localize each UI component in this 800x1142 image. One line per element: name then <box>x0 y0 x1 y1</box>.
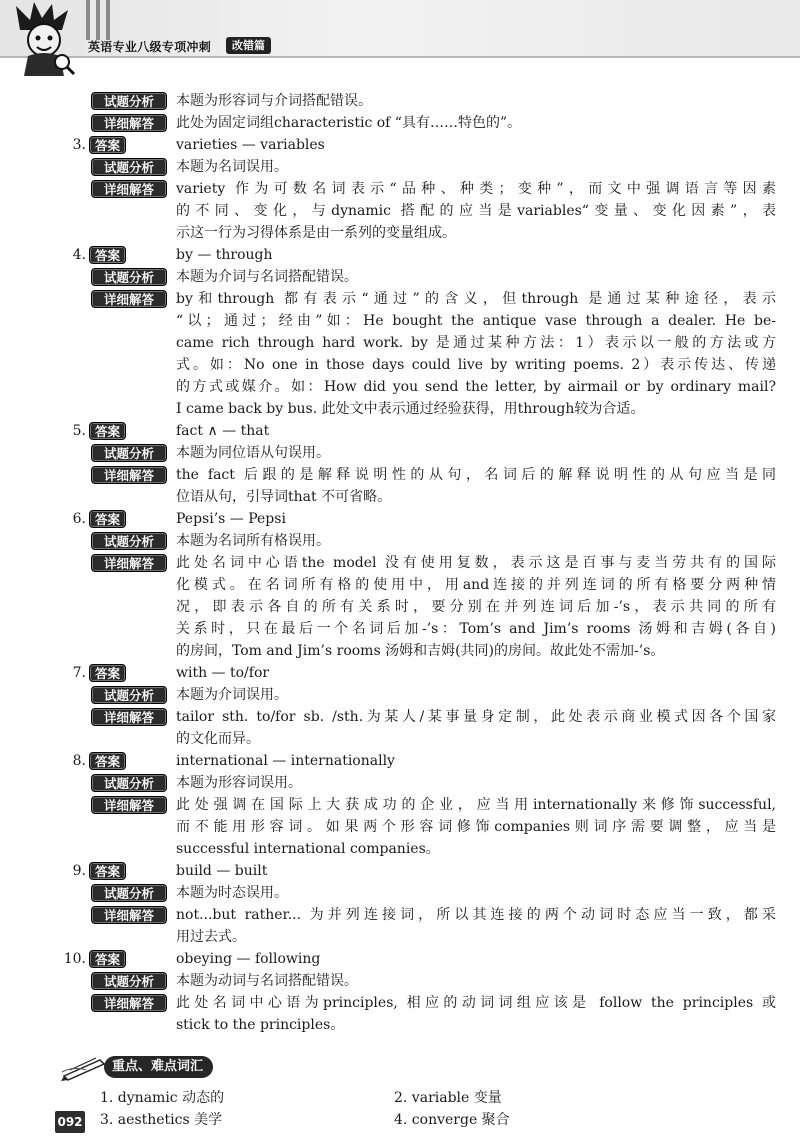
detail-row <box>0 552 800 574</box>
detail-text: 此处为固定词组characteristic of “具有……特色的”。 <box>176 115 522 131</box>
analysis-text: 本题为形容词与介词搭配错误。 <box>176 93 372 109</box>
analysis-badge: 试题分析 <box>91 884 167 902</box>
detail-line: successful international companies。 <box>176 841 440 857</box>
vocab-entry: 4. converge 聚合 <box>394 1112 510 1128</box>
answer-badge: 答案 <box>89 246 126 264</box>
detail-continuation <box>0 574 800 596</box>
analysis-text: 本题为名词所有格误用。 <box>176 533 330 549</box>
analysis-row <box>0 266 800 288</box>
detail-continuation <box>0 222 800 244</box>
analysis-text: 本题为介词与名词搭配错误。 <box>176 269 358 285</box>
answer-text: varieties — variables <box>176 137 325 153</box>
vocab-heading <box>60 1048 300 1084</box>
item-number: 8. <box>72 753 86 769</box>
answer-text: fact ∧ — that <box>176 423 270 439</box>
mascot-logo-icon <box>12 0 78 78</box>
analysis-row <box>0 970 800 992</box>
analysis-badge: 试题分析 <box>91 972 167 990</box>
answer-row <box>0 662 800 684</box>
answer-item <box>0 948 800 1036</box>
answer-row <box>0 750 800 772</box>
detail-line: 位语从句，引导词that 不可省略。 <box>176 489 392 505</box>
detail-line: I came back by bus. 此处文中表示通过经验获得，用through较为合适。 <box>176 401 645 417</box>
answer-item <box>0 860 800 948</box>
analysis-badge: 试题分析 <box>91 268 167 286</box>
answer-item <box>0 508 800 662</box>
detail-line: the fact 后跟的是解释说明性的从句，名词后的解释说明性的从句应当是同 <box>176 467 776 483</box>
answer-row <box>0 508 800 530</box>
detail-continuation <box>0 310 800 332</box>
answer-item <box>0 134 800 244</box>
analysis-text: 本题为形容词误用。 <box>176 775 302 791</box>
page-header <box>0 0 800 80</box>
item-number: 10. <box>63 951 86 967</box>
answer-text: obeying — following <box>176 951 321 967</box>
item-number: 3. <box>72 137 86 153</box>
analysis-badge: 试题分析 <box>91 532 167 550</box>
item-number: 4. <box>72 247 86 263</box>
detail-line: stick to the principles。 <box>176 1017 345 1033</box>
detail-line: 此处名词中心语为principles, 相应的动词词组应该是 follow the principles 或 <box>176 995 776 1011</box>
analysis-badge: 试题分析 <box>91 158 167 176</box>
book-title: 英语专业八级专项冲刺 <box>88 40 212 54</box>
detail-line: 的文化而异。 <box>176 731 260 747</box>
answer-badge: 答案 <box>89 664 126 682</box>
page-number: 092 <box>55 1111 85 1133</box>
answer-badge: 答案 <box>89 510 126 528</box>
pencil-book-icon <box>60 1052 108 1082</box>
detail-row <box>0 178 800 200</box>
analysis-row <box>0 530 800 552</box>
detail-continuation <box>0 486 800 508</box>
answer-badge: 答案 <box>89 136 126 154</box>
analysis-badge: 试题分析 <box>91 774 167 792</box>
answer-row <box>0 134 800 156</box>
header-decoration <box>86 0 122 40</box>
analysis-row <box>0 772 800 794</box>
header-rule <box>0 56 800 58</box>
item-number: 6. <box>72 511 86 527</box>
analysis-row <box>0 882 800 904</box>
answer-row <box>0 244 800 266</box>
answer-item <box>0 244 800 420</box>
answer-text: build — built <box>176 863 268 879</box>
analysis-row <box>0 442 800 464</box>
detail-continuation <box>0 728 800 750</box>
answer-badge: 答案 <box>89 422 126 440</box>
analysis-text: 本题为名词误用。 <box>176 159 288 175</box>
answer-item <box>0 750 800 860</box>
item-number: 9. <box>72 863 86 879</box>
detail-badge: 详细解答 <box>91 180 167 198</box>
analysis-text: 本题为同位语从句误用。 <box>176 445 330 461</box>
detail-continuation <box>0 838 800 860</box>
detail-continuation <box>0 354 800 376</box>
detail-continuation <box>0 618 800 640</box>
answer-row <box>0 948 800 970</box>
detail-continuation <box>0 1014 800 1036</box>
detail-row <box>0 904 800 926</box>
vocab-heading-badge: 重点、难点词汇 <box>104 1056 213 1078</box>
answer-item <box>0 420 800 508</box>
detail-line: 的不同、变化，与dynamic 搭配的应当是variables“变量、变化因素”，表 <box>176 203 776 219</box>
detail-row <box>0 464 800 486</box>
detail-line: by和through 都有表示“通过”的含义，但through 是通过某种途径，表示 <box>176 291 776 307</box>
detail-line: 况，即表示各自的所有关系时，要分别在并列连词后加-’s，表示共同的所有 <box>176 599 776 615</box>
book-section-tag: 改错篇 <box>226 37 271 54</box>
detail-line: 示这一行为习得体系是由一系列的变量组成。 <box>176 225 456 241</box>
detail-badge: 详细解答 <box>91 796 167 814</box>
detail-line: variety 作为可数名词表示“品种、种类；变种”，而文中强调语言等因素 <box>176 181 776 197</box>
detail-badge: 详细解答 <box>91 290 167 308</box>
analysis-badge: 试题分析 <box>91 92 167 110</box>
detail-line: “以；通过；经由”如：He bought the antique vase through a dealer. He be- <box>176 313 776 329</box>
detail-badge: 详细解答 <box>91 708 167 726</box>
detail-continuation <box>0 596 800 618</box>
detail-line: 的房间，Tom and Jim’s rooms 汤姆和吉姆(共同)的房间。故此处不需加-’s。 <box>176 643 665 659</box>
vocab-entry: 3. aesthetics 美学 <box>100 1112 223 1128</box>
detail-line: tailor sth. to/for sb. /sth.为某人/某事量身定制，此处表示商业模式因各个国家 <box>176 709 776 725</box>
detail-line: 的方式或媒介。如：How did you send the letter, by airmail or by ordinary mail? <box>176 379 776 395</box>
item-number: 7. <box>72 665 86 681</box>
analysis-row <box>0 684 800 706</box>
detail-line: 用过去式。 <box>176 929 246 945</box>
answer-badge: 答案 <box>89 862 126 880</box>
answer-text: Pepsi’s — Pepsi <box>176 511 286 527</box>
detail-row <box>0 288 800 310</box>
detail-line: 关系时，只在最后一个名词后加-’s：Tom’s and Jim’s rooms 汤姆和吉姆(各自) <box>176 621 776 637</box>
answer-badge: 答案 <box>89 950 126 968</box>
detail-line: 此处强调在国际上大获成功的企业，应当用internationally来修饰successful, <box>176 797 776 813</box>
detail-continuation <box>0 332 800 354</box>
detail-badge: 详细解答 <box>91 466 167 484</box>
detail-badge: 详细解答 <box>91 906 167 924</box>
detail-continuation <box>0 926 800 948</box>
vocab-entry: 2. variable 变量 <box>394 1090 502 1106</box>
detail-continuation <box>0 376 800 398</box>
analysis-badge: 试题分析 <box>91 686 167 704</box>
answer-text: by — through <box>176 247 273 263</box>
intro-detail-row <box>0 112 800 134</box>
analysis-row <box>0 156 800 178</box>
detail-line: came rich through hard work. by 是通过某种方法：1）表示以一般的方法或方 <box>176 335 776 351</box>
analysis-text: 本题为介词误用。 <box>176 687 288 703</box>
answer-text: with — to/for <box>176 665 270 681</box>
detail-line: 此处名词中心语the model 没有使用复数，表示这是百事与麦当劳共有的国际 <box>176 555 776 571</box>
vocab-entry: 1. dynamic 动态的 <box>100 1090 225 1106</box>
answer-text: international — internationally <box>176 753 395 769</box>
detail-continuation <box>0 398 800 420</box>
analysis-badge: 试题分析 <box>91 444 167 462</box>
item-number: 5. <box>72 423 86 439</box>
detail-badge: 详细解答 <box>91 114 167 132</box>
intro-analysis-row <box>0 90 800 112</box>
detail-line: 而不能用形容词。如果两个形容词修饰companies则词序需要调整，应当是 <box>176 819 776 835</box>
detail-continuation <box>0 640 800 662</box>
detail-continuation <box>0 200 800 222</box>
detail-line: 式。如：No one in those days could live by writing poems. 2）表示传达、传递 <box>176 357 776 373</box>
answer-content <box>0 90 800 1036</box>
analysis-text: 本题为动词与名词搭配错误。 <box>176 973 358 989</box>
detail-row <box>0 794 800 816</box>
answer-item <box>0 662 800 750</box>
answer-row <box>0 860 800 882</box>
detail-line: not...but rather... 为并列连接词，所以其连接的两个动词时态应当一致，都采 <box>176 907 776 923</box>
detail-line: 化模式。在名词所有格的使用中，用and连接的并列连词的所有格要分两种情 <box>176 577 776 593</box>
analysis-text: 本题为时态误用。 <box>176 885 288 901</box>
detail-badge: 详细解答 <box>91 554 167 572</box>
detail-row <box>0 706 800 728</box>
answer-row <box>0 420 800 442</box>
detail-continuation <box>0 816 800 838</box>
answer-badge: 答案 <box>89 752 126 770</box>
detail-row <box>0 992 800 1014</box>
detail-badge: 详细解答 <box>91 994 167 1012</box>
